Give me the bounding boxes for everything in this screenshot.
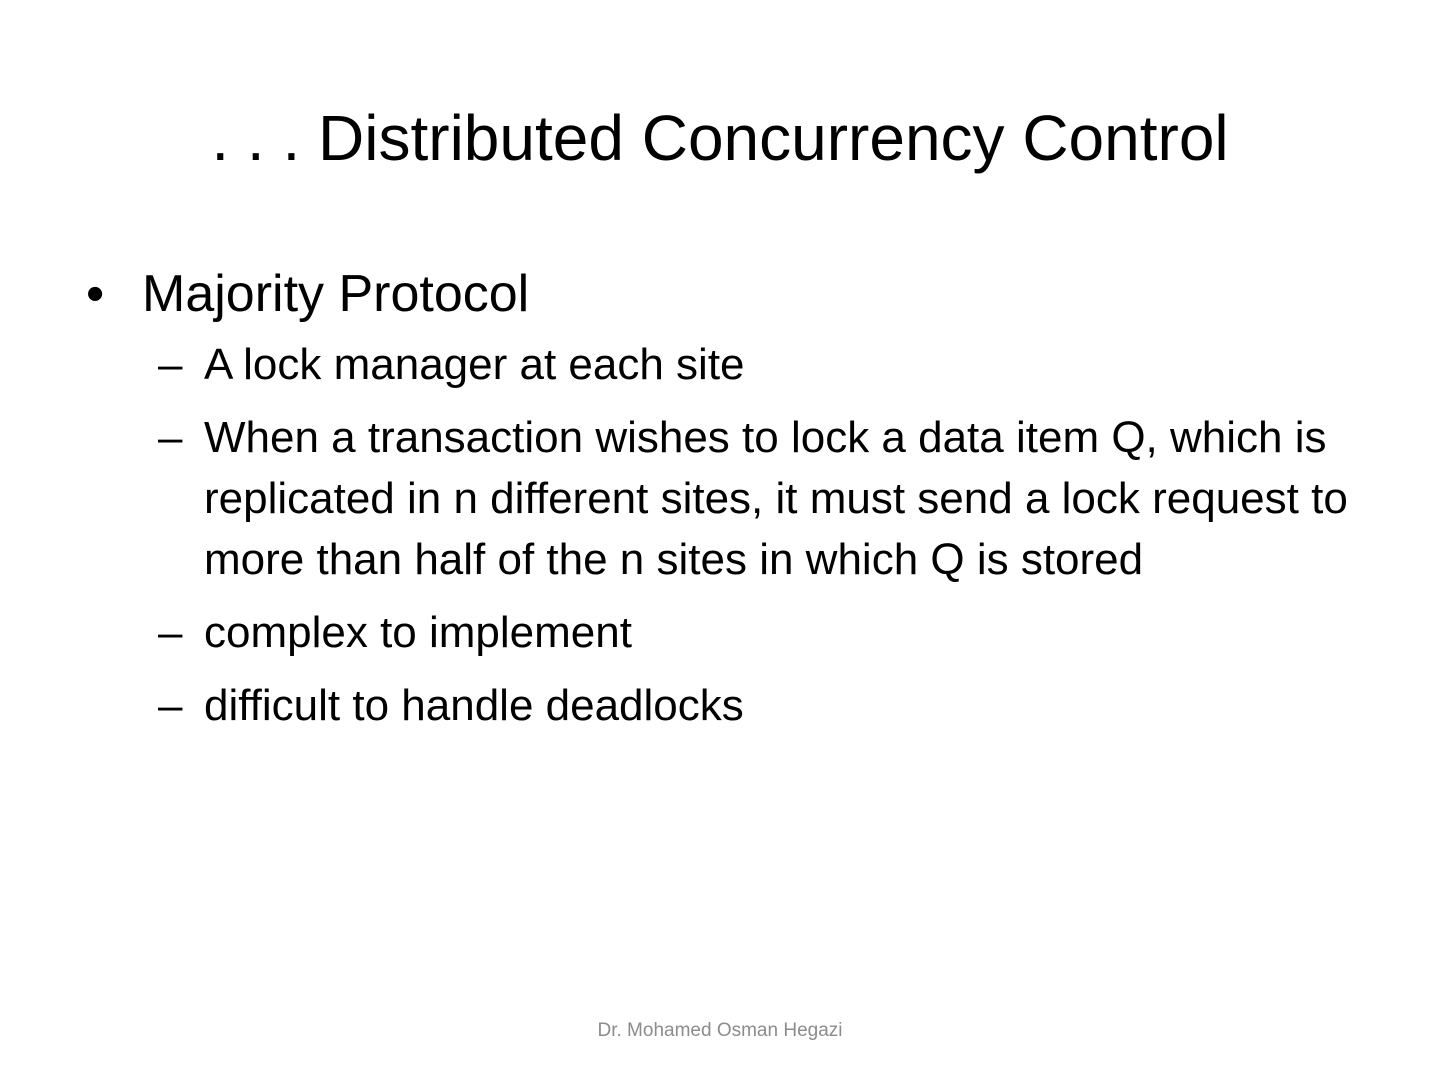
sub-bullet-complex xyxy=(158,602,1386,663)
bullet-text: Majority Protocol xyxy=(142,265,530,323)
dash-marker: – xyxy=(158,413,183,462)
sub-bullet-text: When a transaction wishes to lock a data item Q, which is replicated in n different sites, it must send a lock request to more than half of the n sites in which Q is stored xyxy=(204,413,1348,584)
slide-title: . . . Distributed Concurrency Control xyxy=(211,102,1229,174)
sub-bullet-text: difficult to handle deadlocks xyxy=(204,681,744,730)
dash-marker: – xyxy=(158,340,183,389)
sub-bullet-list xyxy=(86,334,1386,736)
slide-footer: Dr. Mohamed Osman Hegazi xyxy=(597,1020,843,1041)
dash-marker: – xyxy=(158,681,183,730)
dash-marker: – xyxy=(158,608,183,657)
sub-bullet-text: A lock manager at each site xyxy=(204,340,745,389)
slide-content xyxy=(86,258,1386,748)
bullet-marker: • xyxy=(86,265,105,323)
sub-bullet-lock-request xyxy=(158,407,1386,590)
sub-bullet-text: complex to implement xyxy=(204,608,632,657)
bullet-majority-protocol xyxy=(86,258,1386,330)
sub-bullet-lock-manager xyxy=(158,334,1386,395)
sub-bullet-deadlocks xyxy=(158,675,1386,736)
